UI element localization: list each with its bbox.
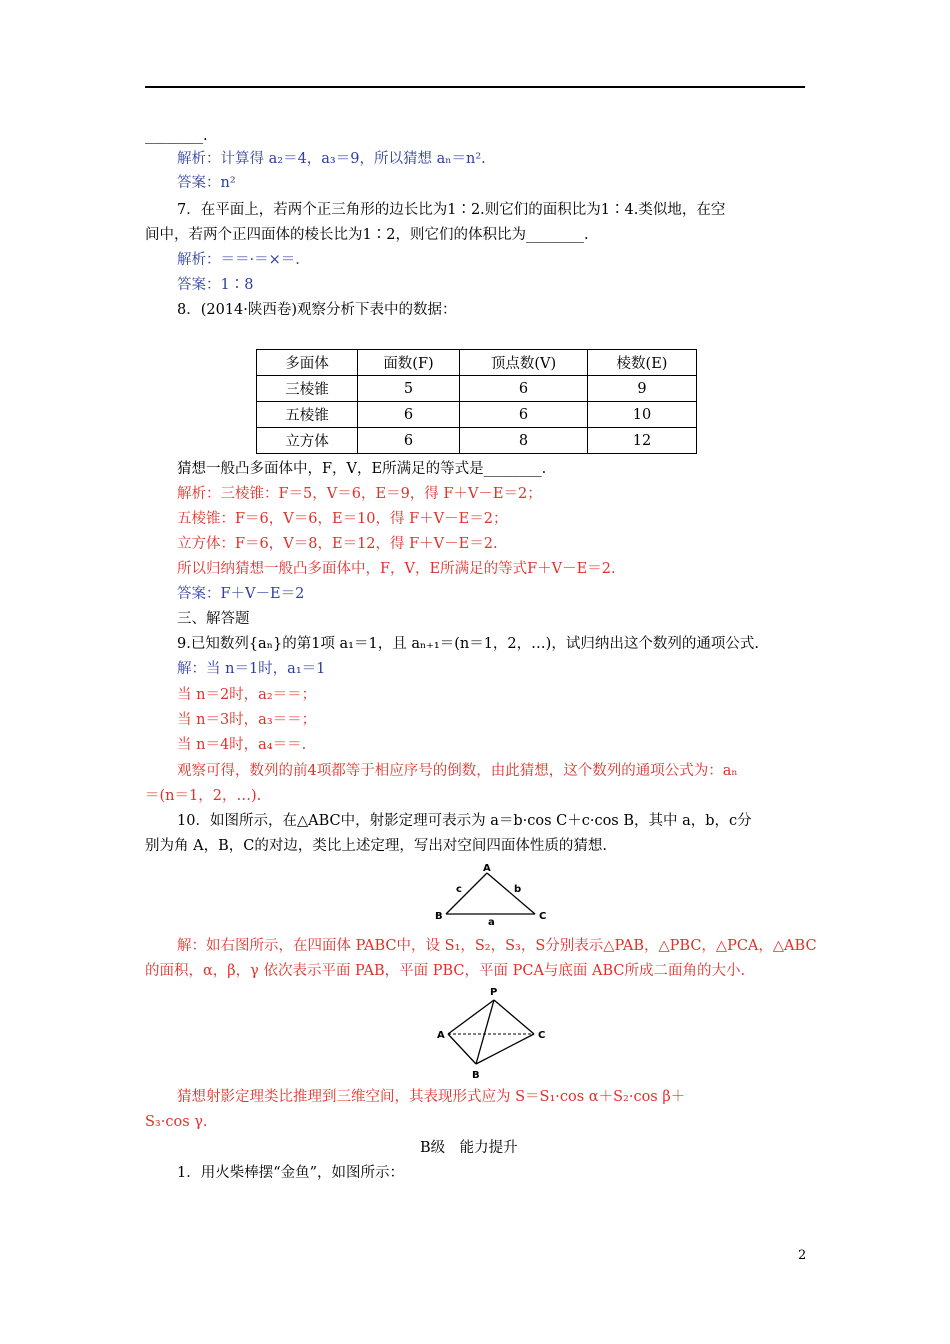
solution-9-line2: 当 n＝2时，a₂＝＝； xyxy=(177,687,317,703)
triangle-figure xyxy=(430,862,560,926)
question-7-line2: 间中，若两个正四面体的棱长比为1∶2，则它们的体积比为________. xyxy=(145,227,589,243)
solution-9-line4: 当 n＝4时，a₄＝＝. xyxy=(177,737,307,753)
vertex-label-p: P xyxy=(490,987,498,998)
solution-9-line3: 当 n＝3时，a₃＝＝； xyxy=(177,712,317,728)
triangle-side-b xyxy=(487,873,535,914)
page-number: 2 xyxy=(798,1248,807,1263)
solution-9-line1: 解：当 n＝1时，a₁＝1 xyxy=(177,661,326,677)
blank-line: ________. xyxy=(145,128,208,144)
question-7-line1: 7．在平面上，若两个正三角形的边长比为1∶2.则它们的面积比为1∶4.类似地，在空 xyxy=(177,202,726,218)
table-cell: 6 xyxy=(460,402,588,428)
table-header: 棱数(E) xyxy=(588,350,697,376)
analysis-6: 解析：计算得 a₂＝4，a₃＝9，所以猜想 aₙ＝n². xyxy=(177,151,486,167)
side-label-b: b xyxy=(514,884,522,895)
table-header-row xyxy=(257,350,697,376)
question-10-line1: 10．如图所示，在△ABC中，射影定理可表示为 a＝b·cos C＋c·cos B，其中 a，b，c分 xyxy=(177,813,752,829)
table-cell: 6 xyxy=(358,402,460,428)
question-10-line2: 别为角 A，B，C的对边，类比上述定理，写出对空间四面体性质的猜想. xyxy=(145,838,607,854)
polyhedron-table xyxy=(256,349,697,454)
question-8: 8．(2014·陕西卷)观察分析下表中的数据： xyxy=(177,302,457,318)
section-b-heading: B级 能力提升 xyxy=(420,1140,518,1156)
table-header: 顶点数(V) xyxy=(460,350,588,376)
edge-pb xyxy=(476,1000,494,1064)
table-cell: 5 xyxy=(358,376,460,402)
vertex-label-b: B xyxy=(435,911,443,922)
question-8-conjecture: 猜想一般凸多面体中，F，V，E所满足的等式是________. xyxy=(177,461,547,477)
edge-pa xyxy=(448,1000,494,1034)
table-row xyxy=(257,376,697,402)
solution-10-line3: 猜想射影定理类比推理到三维空间，其表现形式应为 S＝S₁·cos α＋S₂·cos β＋ xyxy=(177,1089,686,1105)
table-header: 面数(F) xyxy=(358,350,460,376)
table-cell: 6 xyxy=(358,428,460,454)
answer-8: 答案：F＋V－E＝2 xyxy=(177,586,305,602)
analysis-7: 解析：＝＝·＝×＝. xyxy=(177,252,300,268)
table-cell: 三棱锥 xyxy=(257,376,358,402)
vertex-label-a: A xyxy=(483,863,491,874)
table-cell: 6 xyxy=(460,376,588,402)
table-row xyxy=(257,402,697,428)
table-cell: 五棱锥 xyxy=(257,402,358,428)
analysis-8-line3: 立方体：F＝6，V＝8，E＝12，得 F＋V－E＝2. xyxy=(177,536,498,552)
table-cell: 9 xyxy=(588,376,697,402)
vertex-label-c: C xyxy=(538,1030,546,1041)
question-9: 9.已知数列{aₙ}的第1项 a₁＝1，且 aₙ₊₁＝(n＝1，2，…)，试归纳出这个数列的通项公式. xyxy=(177,636,759,652)
header-rule xyxy=(145,86,805,88)
table-header: 多面体 xyxy=(257,350,358,376)
table-cell: 8 xyxy=(460,428,588,454)
question-b1: 1．用火柴棒摆“金鱼”，如图所示： xyxy=(177,1165,405,1181)
analysis-8-line1: 解析：三棱锥：F＝5，V＝6，E＝9，得 F＋V－E＝2； xyxy=(177,486,542,502)
solution-9-line5: 观察可得，数列的前4项都等于相应序号的倒数，由此猜想，这个数列的通项公式为：aₙ xyxy=(177,763,738,779)
table-cell: 立方体 xyxy=(257,428,358,454)
analysis-8-line4: 所以归纳猜想一般凸多面体中，F，V，E所满足的等式F＋V－E＝2. xyxy=(177,561,616,577)
table-cell: 10 xyxy=(588,402,697,428)
analysis-8-line2: 五棱锥：F＝6，V＝6，E＝10，得 F＋V－E＝2； xyxy=(177,511,508,527)
side-label-a: a xyxy=(488,917,495,926)
edge-pc xyxy=(494,1000,534,1034)
answer-7: 答案：1∶8 xyxy=(177,277,254,293)
table-row xyxy=(257,428,697,454)
triangle-side-c xyxy=(446,873,487,914)
tetrahedron-figure xyxy=(430,982,560,1082)
solution-9-line6: ＝(n＝1，2，…). xyxy=(145,788,262,804)
edge-ab xyxy=(448,1034,476,1064)
side-label-c: c xyxy=(456,884,462,895)
vertex-label-c: C xyxy=(539,911,547,922)
vertex-label-b: B xyxy=(472,1070,480,1081)
answer-6: 答案：n² xyxy=(177,175,236,191)
section-heading: 三、解答题 xyxy=(177,611,250,627)
edge-bc xyxy=(476,1034,534,1064)
table-cell: 12 xyxy=(588,428,697,454)
solution-10-line4: S₃·cos γ. xyxy=(145,1114,208,1130)
vertex-label-a: A xyxy=(437,1030,445,1041)
solution-10-line1: 解：如右图所示，在四面体 PABC中，设 S₁，S₂，S₃，S分别表示△PAB，△PBC，△PCA，△ABC xyxy=(177,938,817,954)
solution-10-line2: 的面积，α，β，γ 依次表示平面 PAB，平面 PBC，平面 PCA与底面 ABC所成二面角的大小. xyxy=(145,963,746,979)
